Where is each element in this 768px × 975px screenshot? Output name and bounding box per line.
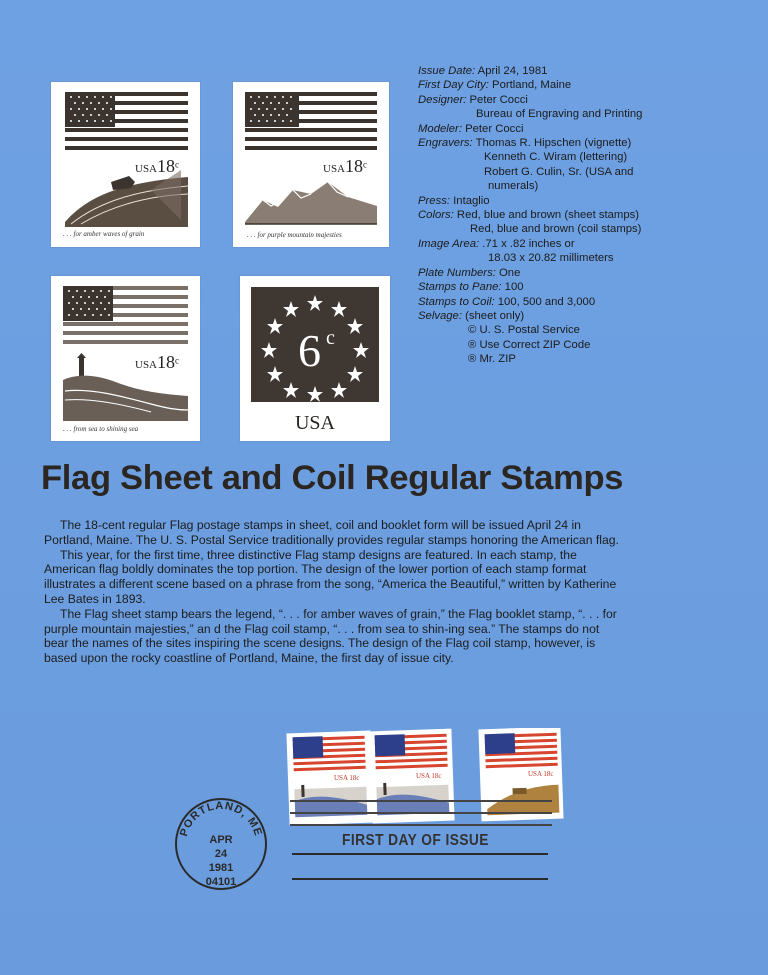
spec-value: One <box>495 266 521 279</box>
stamp-shining-sea-caption: . . . from sea to shining sea <box>63 425 139 433</box>
first-day-of-issue-label: FIRST DAY OF ISSUE <box>342 832 489 849</box>
spec-row <box>418 64 718 78</box>
spec-row <box>418 122 718 136</box>
mini-stamp <box>369 729 454 824</box>
spec-row <box>418 222 718 236</box>
spec-key: Engravers: <box>418 137 473 150</box>
spec-row <box>418 237 718 251</box>
description-text <box>44 518 624 666</box>
spec-value: Peter Cocci <box>466 93 528 106</box>
postmark-zip: 04101 <box>205 876 237 888</box>
postmark-icon <box>172 795 270 893</box>
stamp-purple-mountains-caption: . . . for purple mountain majesties <box>247 231 342 239</box>
spec-value: 100 <box>501 281 524 294</box>
mini-stamp-value: USA 18c <box>416 772 442 780</box>
stamp-amber-waves <box>51 82 200 247</box>
spec-value: April 24, 1981 <box>475 65 548 77</box>
spec-key: Stamps to Coil: <box>418 295 495 308</box>
stamp-purple-mountains-denomination: USA18$^c$ <box>323 156 368 176</box>
spec-row <box>418 280 718 294</box>
spec-value: Portland, Maine <box>488 79 572 92</box>
spec-value: Red, blue and brown (coil stamps) <box>470 223 642 236</box>
postmark-city: PORTLAND, ME <box>177 799 265 838</box>
spec-value: Thomas R. Hipschen (vignette) <box>472 137 632 150</box>
cancel-line <box>290 812 552 814</box>
mini-stamp <box>478 728 563 821</box>
paragraph: The Flag sheet stamp bears the legend, “. . . for amber waves of grain,” the Flag booklet stamp, “. . . for purple mountain majesties,” an d the Flag coil stamp, “. . . from sea to shin-ing sea.” The stamps do not bear the names of the sites inspiring the scene designs. The design of the Flag coil stamp, however, is based upon the rocky coastline of Portland, Maine, the first day of issue city. <box>44 606 617 666</box>
stamp-six-cent <box>240 276 390 441</box>
spec-key: Issue Date: <box>418 65 476 77</box>
spec-row <box>418 309 718 323</box>
spec-value: (sheet only) <box>461 309 525 322</box>
spec-value: Red, blue and brown (sheet stamps) <box>453 209 640 222</box>
stamp-shining-sea <box>51 276 200 441</box>
postmark-month: APR <box>209 834 233 846</box>
mini-stamp-value: USA 18c <box>528 770 554 778</box>
spec-value: Intaglio <box>450 194 490 207</box>
spec-row <box>418 266 718 280</box>
spec-value: numerals) <box>488 180 539 193</box>
postmark-year: 1981 <box>208 862 234 874</box>
cancel-line <box>290 824 552 826</box>
spec-key: Press: <box>418 194 451 207</box>
spec-row <box>418 136 718 150</box>
spec-value: © U. S. Postal Service <box>468 324 580 337</box>
stamp-six-cent-value: 6 <box>298 325 321 376</box>
spec-key: Modeler: <box>418 122 462 135</box>
spec-row <box>418 251 718 265</box>
spec-key: First Day City: <box>418 79 489 92</box>
spec-value: Peter Cocci <box>461 122 524 135</box>
spec-row <box>418 107 718 121</box>
stamp-purple-mountains <box>233 82 389 247</box>
stamp-specifications <box>418 64 718 367</box>
spec-key: Designer: <box>418 93 467 106</box>
svg-text:PORTLAND, ME <box>178 800 264 838</box>
spec-row <box>418 194 718 208</box>
stamp-six-cent-art <box>240 276 390 441</box>
spec-row <box>418 165 718 179</box>
stamp-six-cent-country: USA <box>294 412 336 434</box>
spec-key: Plate Numbers: <box>418 266 496 279</box>
spec-value: ® Mr. ZIP <box>468 353 516 366</box>
spec-key: Image Area: <box>418 237 480 250</box>
spec-value: ® Use Correct ZIP Code <box>468 338 591 351</box>
spec-value: .71 x .82 inches or <box>479 237 575 250</box>
spec-row <box>418 352 718 366</box>
paragraph: The 18-cent regular Flag postage stamps in sheet, coil and booklet form will be issued April 24 in Portland, Maine. The U. S. Postal Service traditionally provides regular stamps honoring the American flag. <box>44 518 619 547</box>
page-title: Flag Sheet and Coil Regular Stamps <box>41 459 624 497</box>
spec-value: 100, 500 and 3,000 <box>494 295 596 308</box>
flag-icon <box>63 286 188 344</box>
spec-row <box>418 150 718 164</box>
flag-icon <box>65 92 188 154</box>
spec-row <box>418 179 718 193</box>
cancel-line <box>290 800 552 802</box>
spec-key: Stamps to Pane: <box>418 281 502 294</box>
stamp-amber-waves-caption: . . . for amber waves of grain <box>63 230 145 238</box>
spec-row <box>418 338 718 352</box>
address-line <box>292 853 548 855</box>
mini-stamp-value: USA 18c <box>334 774 360 782</box>
spec-value: Robert G. Culin, Sr. (USA and <box>484 165 634 178</box>
spec-row <box>418 78 718 92</box>
stamp-shining-sea-denomination: USA18$^c$ <box>135 352 180 372</box>
spec-row <box>418 295 718 309</box>
spec-row <box>418 93 718 107</box>
spec-row <box>418 208 718 222</box>
postmark-day: 24 <box>214 848 228 860</box>
spec-value: Kenneth C. Wiram (lettering) <box>484 151 628 164</box>
spec-value: 18.03 x 20.82 millimeters <box>488 252 614 265</box>
address-line <box>292 878 548 880</box>
paragraph: This year, for the first time, three distinctive Flag stamp designs are featured. In each stamp, the American flag boldly dominates the top portion. The design of the lower portion of each stamp format illustrates a different scene based on a phrase from the song, “America the Beautiful,” written by Katherine Lee Bates in 1893. <box>44 547 617 606</box>
spec-row <box>418 323 718 337</box>
stamp-six-cent-unit: c <box>326 327 335 349</box>
spec-value: Bureau of Engraving and Printing <box>476 108 643 121</box>
spec-key: Colors: <box>418 209 454 222</box>
stamp-amber-waves-denomination: USA18$^c$ <box>135 156 180 176</box>
flag-icon <box>245 92 377 150</box>
mountain-icon <box>245 182 377 224</box>
spec-key: Selvage: <box>418 309 462 322</box>
